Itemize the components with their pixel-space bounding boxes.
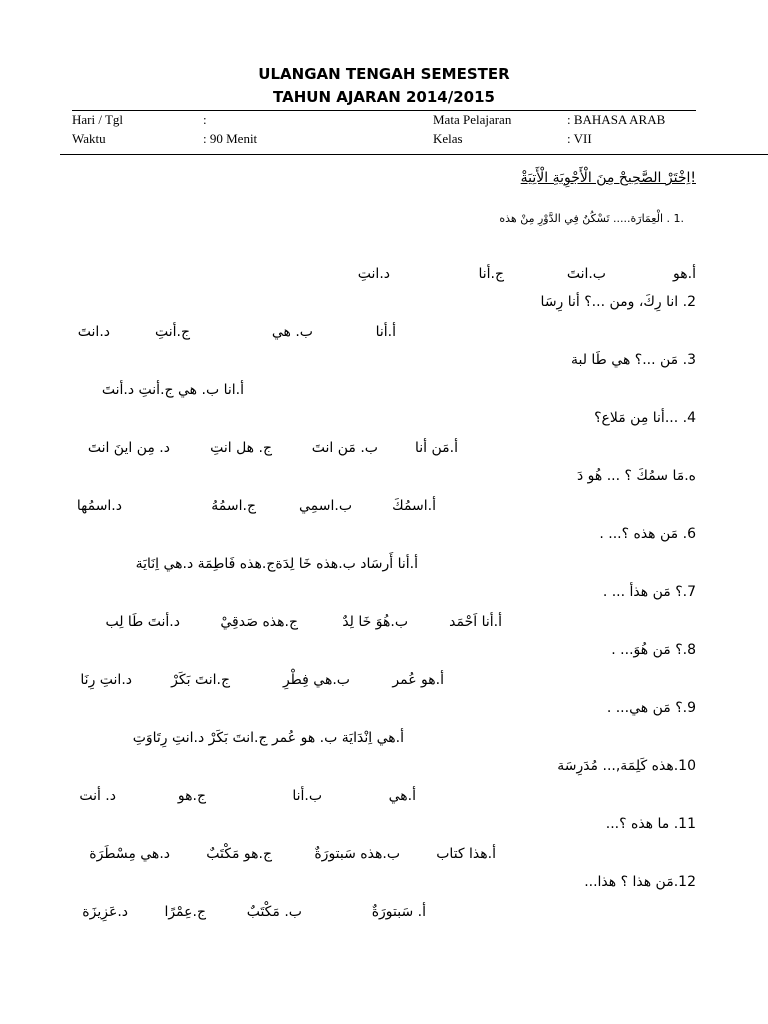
answer-option: أ.أنا أَرسَاد ب.هذه خَا لِدَةج.هذه فَاطِمَة د.هي اِنَايَة — [135, 556, 418, 572]
answer-option: أ.انا ب. هي ج.أنتِ د.أنتَ — [101, 382, 244, 398]
question-stem: 8.؟ مَن هُوَ... . — [611, 642, 696, 658]
question-stem: 12.مَن هذا ؟ هذا... — [584, 874, 696, 890]
answer-option: ج.انتَ بَكَرْ — [171, 672, 230, 688]
waktu-value: : 90 Menit — [203, 131, 258, 146]
page-title-line2: TAHUN AJARAN 2014/2015 — [273, 88, 495, 106]
answer-option: ب.هذه سَبتورَةٌ — [314, 846, 400, 862]
answer-option: د.اسمُها — [76, 498, 122, 514]
question-stem: 10.هذه كَلِمَة,... مُدَرِسَة — [557, 758, 696, 774]
answer-option: ب.اسمِي — [298, 498, 352, 514]
answer-option: أ.أنا اَحْمَد — [449, 614, 502, 630]
answer-option: ج.هذه صَدقِيْ — [220, 614, 298, 630]
answer-option: د.أنتَ طَا لِب — [105, 614, 180, 630]
kelas-value: : VII — [567, 131, 592, 146]
answer-option: د.انتِ رِنَا — [80, 672, 132, 688]
answer-option: أ.اسمُكَ — [392, 498, 436, 514]
answer-option: ج. هل انتِ — [210, 440, 272, 456]
question-stem: 2. انا رِكَ، ومن ...؟ أنا رِسَا — [540, 294, 696, 310]
question-stem: .1 . الْعِمَارَة..... تَسْكُنُ فِي الدَّوْرِ مِنْ هذه — [499, 212, 684, 225]
answer-option: ب.أنا — [292, 788, 322, 804]
kelas-label: Kelas — [433, 131, 463, 146]
answer-option: ب.انتَ — [566, 266, 606, 282]
hari-colon: : — [203, 112, 207, 127]
answer-option: أ.مَن أنا — [415, 440, 458, 456]
mapel-label: Mata Pelajaran — [433, 112, 512, 127]
question-stem: 6. مَن هذه ؟... . — [599, 526, 696, 542]
question-stem: 7.؟ مَن هذأ ... . — [602, 584, 696, 600]
page-title-line1: ULANGAN TENGAH SEMESTER — [258, 65, 510, 83]
answer-option: ج.هو — [177, 788, 206, 804]
question-stem: 4. ...أنا مِن مَلاع؟ — [594, 410, 696, 426]
header-bottom-rule — [60, 154, 768, 155]
answer-option: د. أنت — [79, 788, 116, 804]
answer-option: أ.هي اِنْدَايَة ب. هو عُمر ج.انتَ بَكَرْ د.انتِ رِتَاوَتِ — [132, 730, 404, 746]
answer-option: ب.هي فِطْرِ — [282, 672, 350, 688]
waktu-label: Waktu — [72, 131, 106, 146]
answer-option: أ.أنا — [375, 324, 396, 340]
answer-option: ج.اسمُهُ — [211, 498, 256, 514]
answer-option: ج.أنا — [478, 266, 504, 282]
answer-option: ب. هي — [271, 324, 313, 340]
answer-option: أ.هو عُمر — [392, 672, 444, 688]
answer-option: د.انتَ — [77, 324, 110, 340]
mapel-value: : BAHASA ARAB — [567, 112, 666, 127]
answer-option: ج.عِمْرًا — [164, 904, 206, 920]
question-stem: 3. مَن ...؟ هي طَا لبة — [570, 352, 696, 368]
answer-option: أ.هذا كتاب — [436, 846, 496, 862]
hari-label: Hari / Tgl — [72, 112, 124, 127]
answer-option: ج.أنتِ — [154, 324, 190, 340]
header-top-rule — [72, 110, 696, 111]
answer-option: ب.هُوَ خَا لِدٌ — [342, 614, 408, 630]
answer-option: د.انتِ — [357, 266, 390, 282]
answer-option: ب. مَن انتَ — [311, 440, 378, 456]
answer-option: د.عَزِيزَة — [82, 904, 128, 920]
answer-option: أ.هو — [673, 266, 696, 282]
answer-option: د.هي مِسْطَرَة — [89, 846, 170, 862]
question-stem: 9.؟ مَن هي... . — [606, 700, 696, 716]
question-stem: ه.مَا سمُكَ ؟ ... هُو دَ — [576, 468, 696, 484]
question-stem: 11. ما هذه ؟... — [605, 816, 696, 832]
answer-option: ب. مَكْتَبٌ — [246, 904, 302, 920]
instruction: !اِخْتَرْ الصَّحِيحْ مِنَ الْأَجْوِبَةِ الْأَتِيَةْ — [520, 170, 696, 186]
answer-option: د. مِن اينَ انتَ — [87, 440, 170, 456]
answer-option: أ. سَبتورَةٌ — [371, 904, 426, 920]
answer-option: أ.هي — [388, 788, 416, 804]
answer-option: ج.هو مَكْتَبٌ — [206, 846, 272, 862]
